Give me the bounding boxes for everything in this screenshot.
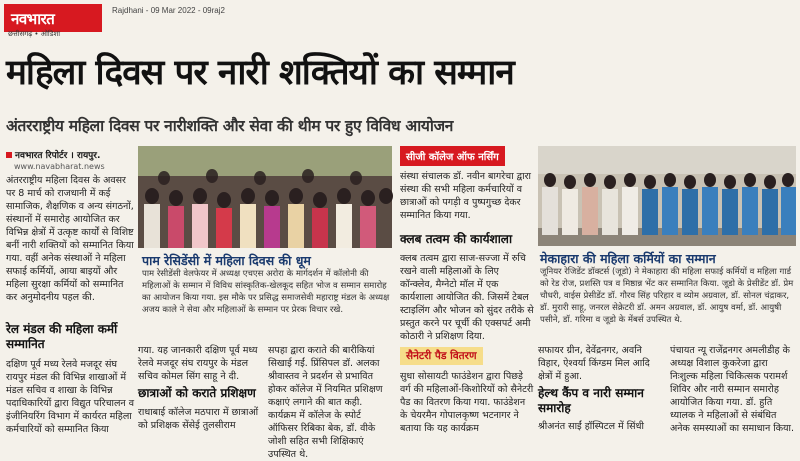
- photo-palm-residency: [138, 146, 392, 248]
- subheadline: अंतरराष्ट्रीय महिला दिवस पर नारीशक्ति और सेवा की थीम पर हुए विविध आयोजन: [6, 117, 454, 135]
- col1-subhead: रेल मंडल की महिला कर्मी सम्मानित: [6, 322, 118, 351]
- logo-subtitle: छत्तीसगढ़ • ओडिशा: [8, 30, 61, 38]
- photo1-caption-head: पाम रेसिडेंसी में महिला दिवस की धूम: [142, 253, 311, 268]
- col6-text: पंचायत न्यू राजेंद्रनगर अमलीडीह के अध्यक्ष विशाल कुकरेजा द्वारा निःशुल्क महिला चिकित्सक परामर्श शिविर और नारी सम्मान समारोह आयोजित किया गया. डॉ. हुति ध्यालक ने महिलाओं से संबंधित अनेक समस्याओं का समाधान किया.: [670, 345, 795, 434]
- col4-text1: संस्था संचालक डॉ. नवीन बागरेचा द्वारा संस्था की सभी महिला कर्मचारियों व छात्राओं को पगड़ी व पुष्पगुच्छ देकर सम्मानित किया गया.: [400, 171, 531, 221]
- col5-subhead: हेल्थ कैंप व नारी सम्मान समारोह: [538, 386, 644, 415]
- col2-text: गया. यह जानकारी दक्षिण पूर्व मध्य रेलवे मजदूर संघ रायपुर के मंडल सचिव कोमल सिंग साहू ने दी.: [138, 345, 258, 382]
- col4-text2: क्लब तत्वम द्वारा साज-सज्जा में रुचि रखने वाली महिलाओं के लिए कॉन्क्लेव, मैग्नेटो मॉल में एक कार्यशाला आयोजित की. जिसमें टेबल स्टाइलिंग और भोजन को सुंदर तरीके से प्रस्तुत करने पर चूर्ची की एक्सपर्ट अमी कोठारी ने प्रशिक्षण दिया.: [400, 253, 534, 342]
- staff-photo-image: [538, 146, 796, 246]
- newspaper-logo: नवभारत: [4, 4, 102, 32]
- edition-line: Rajdhani - 09 Mar 2022 - 09raj2: [112, 6, 225, 15]
- photo3-caption: जूनियर रेजिडेंट डॉक्टर्स (जूडो) ने मेकाहारा की महिला सफाई कर्मियों व महिला गार्ड को रेड रोज, प्रशस्ति पत्र व मिष्ठान्न भेंट कर सम्मानित किया. जूडो के प्रेसीडेंट डॉ. प्रेम चौधरी, वाईस प्रेसीडेंट डॉ. गौरव सिंह परिहार व व्योम अग्रवाल, डॉ. सोनल चंद्राकर, डॉ. मुरारी साहू, जनरल सेक्रेटरी डॉ. अमन अग्रवाल, डॉ. आयुष वर्मा, डॉ. आयुषी पसीने, डॉ. गरिमा व जूडो के मेंबर्स उपस्थित थे.: [540, 267, 794, 325]
- col5-text: सफायर ग्रीन, देवेंद्रनगर, अवनि विहार, ऐश्वर्या किंग्डम मिल आदि क्षेत्रों में हुआ.: [538, 345, 650, 382]
- photo3-caption-head: मेकाहारा की महिला कर्मियों का सम्मान: [540, 251, 716, 266]
- byline: [6, 148, 100, 161]
- col5-body: श्रीअनंत साईं हॉस्पिटल में सिंधी: [538, 421, 644, 432]
- byline-text: नवभारत रिपोर्टर । रायपुर.: [15, 151, 101, 161]
- col4-text3: सुधा सोसायटी फाउंडेशन द्वारा पिछड़े वर्ग की महिलाओं-किशोरियों को सैनेटरी पैड का वितरण किया गया. फाउंडेशन के चेयरमैन गोपालकृष्ण भटनागर ने बताया कि यह कार्यक्रम: [400, 371, 534, 434]
- website: www.navabharat.news: [14, 162, 105, 171]
- byline-marker: [6, 152, 12, 158]
- masthead: [0, 0, 800, 40]
- col1-body: दक्षिण पूर्व मध्य रेलवे मजदूर संघ रायपुर मंडल की विभिन्न शाखाओं में मंडल सचिव व शाखा के विभिन्न पदाधिकारियों द्वारा विद्युत परिचालन व इंजीनियरिंग विभाग में कार्यरत महिला कर्मचारियों को सम्मानित किया: [6, 359, 134, 435]
- headline: महिला दिवस पर नारी शक्तियों का सम्मान: [6, 53, 514, 93]
- photo-mekahara: [538, 146, 796, 246]
- col2-subhead: छात्राओं को कराते प्रशिक्षण: [138, 386, 256, 400]
- photo1-caption: पाम रेसीडेंसी वेलफेयर में अध्यक्ष एचएस अरोरा के मार्गदर्शन में कॉलोनी की महिलाओं के सम्मान में विविध सांस्कृतिक-खेलकूद सहित भोज व सम्मान समारोह का आयोजन किया गया. इस मौके पर प्रसिद्ध समाजसेवी महाराष्ट्र मंडल के अध्यक्ष अजय काले ने सेवा और महिलाओं के सम्मान पर प्रेरक विचार रखे.: [142, 269, 390, 315]
- group-photo-image: [138, 146, 392, 248]
- col1-intro: अंतरराष्ट्रीय महिला दिवस के अवसर पर 8 मार्च को राजधानी में कई सामाजिक, शैक्षणिक व अन्य संगठनों, संस्थानों में समारोह आयोजित कर विभिन्न क्षेत्रों में उत्कृष्ट कार्यों से विशिष्ट बनीं नारी शक्तियों को सम्मानित किया गया. वहीं अनेक संस्थाओं ने महिला सफाई कर्मियों, आया बाइयों और महिला सुरक्षा कर्मियों को सम्मानित कर अनुमोदनीय पहल की.: [6, 175, 134, 303]
- col4-subhead: क्लब तत्वम की कार्यशाला: [400, 232, 513, 246]
- col2-body: राधाबाई कॉलेज मठपारा में छात्राओं को प्रशिक्षक सेंसेई तुलसीराम: [138, 407, 259, 431]
- section-tag-sanitary: सैनेटरी पैड वितरण: [400, 347, 483, 365]
- col3-text: सपहा द्वारा कराते की बारीकियां सिखाई गईं. प्रिंसिपल डॉ. अलका श्रीवास्तव ने प्रदर्शन से प्रभावित होकर कॉलेज में नियमित प्रशिक्षण कक्षाएं लगाने की बात कही. कार्यक्रम में कॉलेज के स्पोर्ट ऑफिसर रिबिका बेक, डॉ. वीके जोशी सहित सभी शिक्षिकाएं उपस्थित थे.: [268, 345, 383, 460]
- section-tag-nursing: सीजी कॉलेज ऑफ नर्सिंग: [400, 146, 505, 166]
